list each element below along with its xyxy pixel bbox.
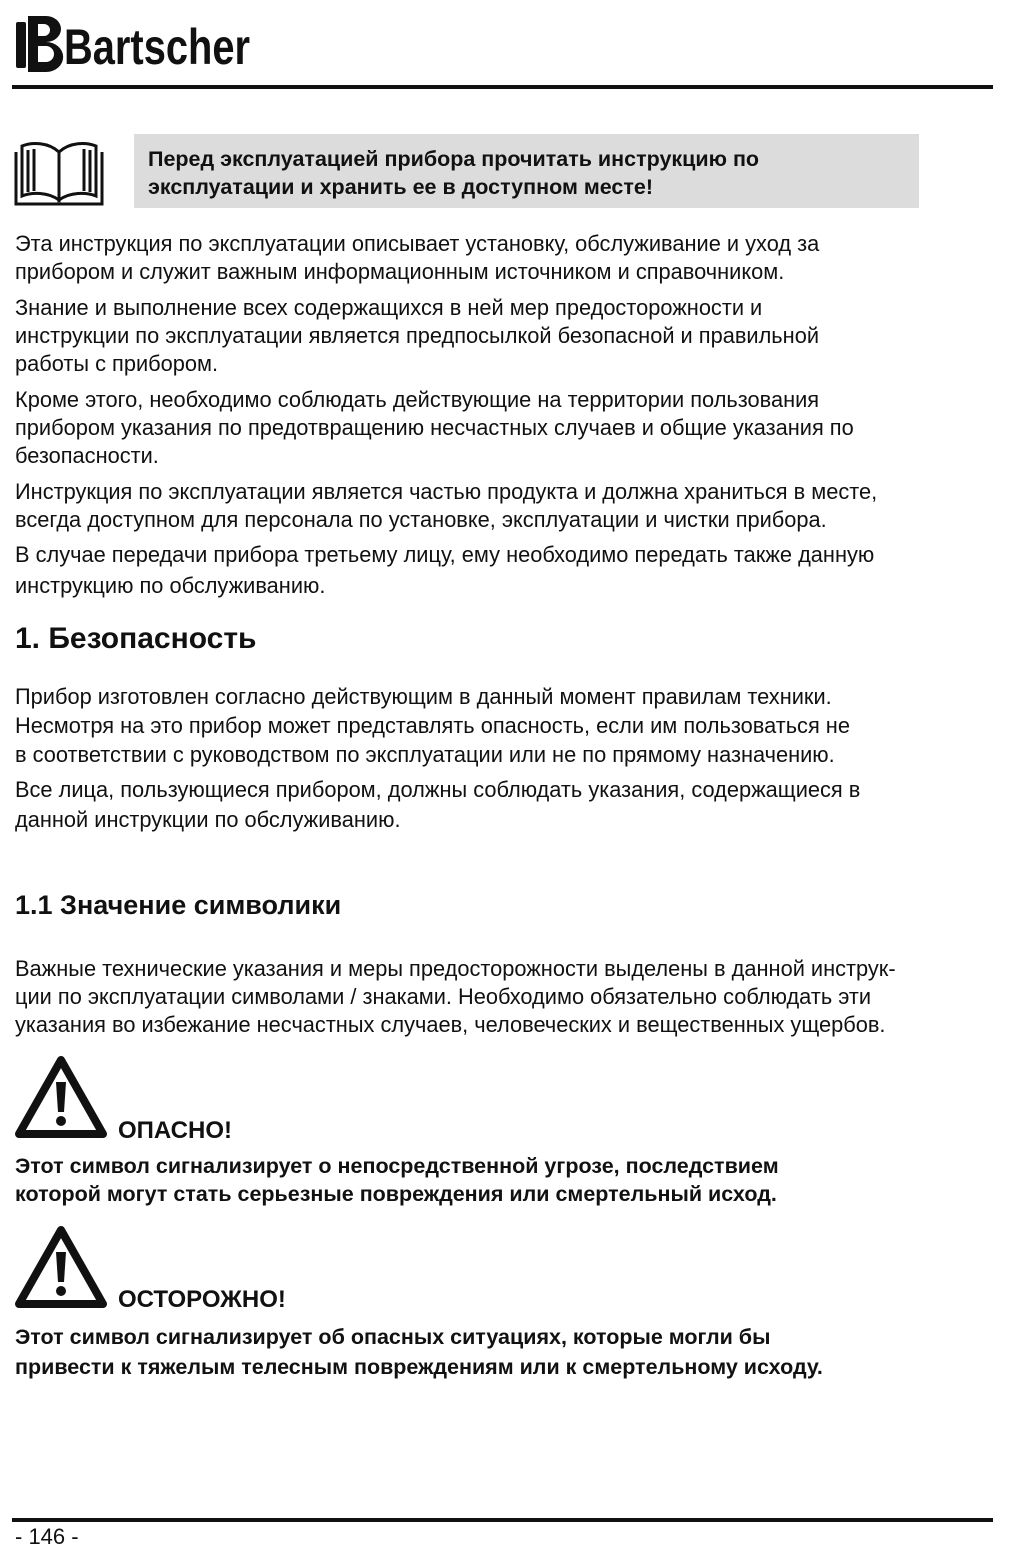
text-line: Этот символ сигнализирует о непосредственной угрозе, последствием bbox=[15, 1154, 779, 1178]
text-line: прибором указания по предотвращению несчастных случаев и общие указания по bbox=[15, 415, 854, 440]
brand-text: Bartscher bbox=[64, 19, 250, 75]
text-line: инструкцию по обслуживанию. bbox=[15, 573, 326, 598]
text-line: Важные технические указания и меры предосторожности выделены в данной инструк- bbox=[15, 956, 896, 981]
text-line: Инструкция по эксплуатации является частью продукта и должна храниться в месте, bbox=[15, 479, 878, 504]
intro-paragraph-4 bbox=[15, 478, 1020, 534]
intro-paragraph-2 bbox=[15, 294, 1020, 378]
book-icon bbox=[14, 138, 104, 208]
text-line: Несмотря на это прибор может представлять опасность, если им пользоваться не bbox=[15, 713, 850, 738]
warning-title-caution: ОСТОРОЖНО! bbox=[118, 1286, 286, 1313]
notice-box bbox=[134, 134, 919, 208]
section-heading-safety: 1. Безопасность bbox=[15, 622, 257, 655]
warning-text-danger bbox=[15, 1152, 779, 1208]
section-heading-symbols: 1.1 Значение символики bbox=[15, 890, 342, 920]
text-line: Кроме этого, необходимо соблюдать действующие на территории пользования bbox=[15, 387, 820, 412]
text-line: которой могут стать серьезные повреждения или смертельный исход. bbox=[15, 1182, 777, 1206]
warning-triangle-icon bbox=[14, 1224, 108, 1310]
symbols-paragraph bbox=[15, 955, 1020, 1039]
text-line: ции по эксплуатации символами / знаками. Необходимо обязательно соблюдать эти bbox=[15, 984, 872, 1009]
text-line: работы с прибором. bbox=[15, 351, 219, 376]
text-line: безопасности. bbox=[15, 443, 159, 468]
intro-paragraph-3 bbox=[15, 386, 1020, 470]
safety-paragraph-2 bbox=[15, 775, 1020, 835]
footer-rule bbox=[12, 1518, 993, 1522]
notice-line: Перед эксплуатацией прибора прочитать инструкцию по bbox=[148, 147, 760, 171]
intro-paragraph-5 bbox=[15, 539, 1020, 601]
intro-paragraph-1 bbox=[15, 230, 1020, 286]
text-line: Эта инструкция по эксплуатации описывает установку, обслуживание и уход за bbox=[15, 231, 820, 256]
header-rule bbox=[12, 85, 993, 89]
text-line: инструкции по эксплуатации является предпосылкой безопасной и правильной bbox=[15, 323, 819, 348]
text-line: В случае передачи прибора третьему лицу, ему необходимо передать также данную bbox=[15, 542, 875, 567]
text-line: прибором и служит важным информационным источником и справочником. bbox=[15, 259, 785, 284]
warning-text-caution bbox=[15, 1322, 823, 1382]
text-line: Все лица, пользующиеся прибором, должны соблюдать указания, содержащиеся в bbox=[15, 777, 861, 802]
text-line: Знание и выполнение всех содержащихся в ней мер предосторожности и bbox=[15, 295, 763, 320]
text-line: в соответствии с руководством по эксплуатации или не по прямому назначению. bbox=[15, 742, 835, 767]
text-line: привести к тяжелым телесным повреждениям или к смертельному исходу. bbox=[15, 1355, 823, 1379]
warning-triangle-icon bbox=[14, 1054, 108, 1140]
text-line: Прибор изготовлен согласно действующим в данный момент правилам техники. bbox=[15, 684, 832, 709]
page-number: - 146 - bbox=[15, 1524, 79, 1549]
text-line: Этот символ сигнализирует об опасных ситуациях, которые могли бы bbox=[15, 1325, 771, 1349]
safety-paragraph-1 bbox=[15, 682, 1020, 769]
text-line: всегда доступном для персонала по установке, эксплуатации и чистки прибора. bbox=[15, 507, 827, 532]
bartscher-logo bbox=[14, 8, 254, 78]
warning-title-danger: ОПАСНО! bbox=[118, 1117, 232, 1144]
text-line: данной инструкции по обслуживанию. bbox=[15, 807, 401, 832]
notice-line: эксплуатации и хранить ее в доступном месте! bbox=[148, 175, 654, 199]
text-line: указания во избежание несчастных случаев, человеческих и вещественных ущербов. bbox=[15, 1012, 886, 1037]
